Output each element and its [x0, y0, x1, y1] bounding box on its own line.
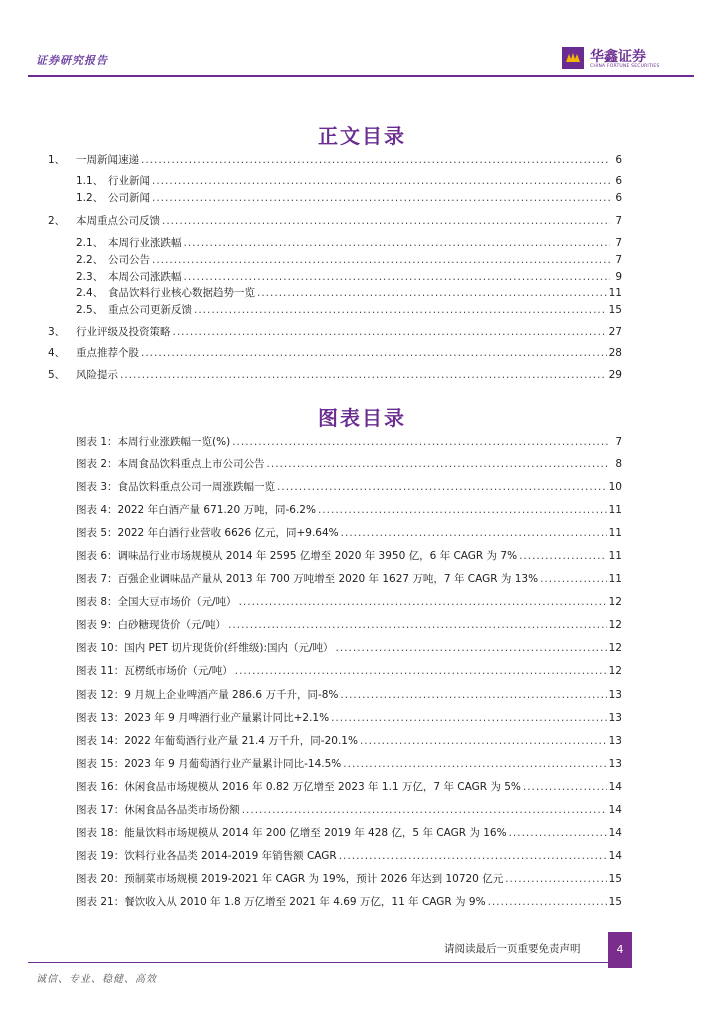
- toc-item-label: 食品饮料行业核心数据趋势一览: [108, 287, 255, 299]
- figure-item-page: 14: [608, 827, 622, 839]
- figure-item-leader: [336, 641, 607, 655]
- figure-item-leader: [505, 872, 606, 886]
- figure-item[interactable]: [76, 688, 622, 702]
- figure-item-page: 12: [608, 642, 622, 654]
- figure-item-label: 图表 13：2023 年 9 月啤酒行业产量累计同比+2.1%: [76, 712, 330, 724]
- toc-item-page: 15: [608, 304, 622, 316]
- toc-item-page: 7: [615, 215, 622, 227]
- figure-item[interactable]: [76, 641, 622, 655]
- toc-item-label: 本周公司涨跌幅: [108, 271, 182, 283]
- figure-item-page: 8: [615, 458, 622, 470]
- toc-item-page: 6: [615, 154, 622, 166]
- footer-divider: [28, 962, 608, 963]
- figure-item[interactable]: [76, 435, 622, 449]
- figure-item-leader: [340, 688, 606, 702]
- logo-mark-icon: [562, 47, 584, 69]
- figure-item[interactable]: [76, 572, 622, 586]
- figure-item-page: 15: [608, 896, 622, 908]
- figure-item-leader: [331, 711, 607, 725]
- figure-item-page: 12: [608, 596, 622, 608]
- toc-item-leader: [141, 153, 610, 167]
- figure-item[interactable]: [76, 803, 622, 817]
- figure-item[interactable]: [76, 872, 622, 886]
- toc-item-leader: [194, 303, 607, 317]
- figure-item-page: 15: [608, 873, 622, 885]
- toc-item[interactable]: [48, 368, 622, 382]
- toc-item-label: 公司新闻: [108, 192, 150, 204]
- figure-item-label: 图表 4：2022 年白酒产量 671.20 万吨，同-6.2%: [76, 504, 316, 516]
- figure-item[interactable]: [76, 849, 622, 863]
- figure-item-label: 图表 17：休闲食品各品类市场份额: [76, 804, 240, 816]
- toc-item-label: 本周行业涨跌幅: [108, 237, 182, 249]
- toc-item-number: 5、: [48, 369, 66, 381]
- figure-item-label: 图表 2：本周食品饮料重点上市公司公告: [76, 458, 265, 470]
- toc-item[interactable]: [76, 303, 622, 317]
- header-divider: [28, 75, 694, 77]
- figure-item-page: 11: [608, 573, 622, 585]
- toc-item[interactable]: [76, 191, 622, 205]
- figure-item-leader: [232, 435, 610, 449]
- figure-item-page: 13: [608, 735, 622, 747]
- figure-item-label: 图表 5：2022 年白酒行业营收 6626 亿元，同+9.64%: [76, 527, 339, 539]
- logo-subtext: CHINA FORTUNE SECURITIES: [590, 64, 660, 69]
- figure-item-page: 11: [608, 504, 622, 516]
- figure-item-page: 12: [608, 665, 622, 677]
- figure-item-label: 图表 8：全国大豆市场价（元/吨）: [76, 596, 237, 608]
- figure-item-leader: [267, 457, 610, 471]
- toc-item-number: 4、: [48, 347, 66, 359]
- figure-item-leader: [277, 480, 607, 494]
- figure-item-leader: [509, 826, 607, 840]
- toc-item-label: 行业评级及投资策略: [76, 326, 171, 338]
- toc-item[interactable]: [76, 286, 622, 300]
- toc-item-page: 27: [608, 326, 622, 338]
- toc-item-leader: [120, 368, 607, 382]
- report-type-label: 证券研究报告: [36, 54, 108, 67]
- figures-title: 图表目录: [318, 406, 406, 430]
- figure-item-leader: [523, 780, 607, 794]
- figure-item-leader: [339, 849, 607, 863]
- toc-item-label: 重点公司更新反馈: [108, 304, 192, 316]
- figure-item-leader: [540, 572, 607, 586]
- figure-item-label: 图表 15：2023 年 9 月葡萄酒行业产量累计同比-14.5%: [76, 758, 342, 770]
- toc-item-label: 本周重点公司反馈: [76, 215, 160, 227]
- page-number: 4: [608, 932, 632, 968]
- toc-item-leader: [162, 214, 610, 228]
- footer-notice-box: [444, 935, 604, 965]
- figure-item-leader: [318, 503, 607, 517]
- figure-item-label: 图表 6：调味品行业市场规模从 2014 年 2595 亿增至 2020 年 3950 亿，6 年 CAGR 为 7%: [76, 550, 518, 562]
- figure-item[interactable]: [76, 780, 622, 794]
- figure-item-page: 14: [608, 804, 622, 816]
- toc-item-page: 9: [615, 271, 622, 283]
- toc-item[interactable]: [76, 174, 622, 188]
- toc-item-leader: [141, 346, 607, 360]
- figure-item-label: 图表 10：国内 PET 切片现货价(纤维级):国内（元/吨）: [76, 642, 334, 654]
- footer-slogan: 诚信、专业、稳健、高效: [36, 974, 157, 985]
- figure-item-label: 图表 9：白砂糖现货价（元/吨）: [76, 619, 227, 631]
- toc-item-leader: [173, 325, 607, 339]
- toc-item-leader: [152, 174, 610, 188]
- figure-item-label: 图表 3：食品饮料重点公司一周涨跌幅一览: [76, 481, 276, 493]
- figure-item[interactable]: [76, 895, 622, 909]
- toc-item[interactable]: [48, 346, 622, 360]
- figure-item-leader: [343, 757, 606, 771]
- figure-item-label: 图表 21：餐饮收入从 2010 年 1.8 万亿增至 2021 年 4.69 万亿，11 年 CAGR 为 9%: [76, 896, 486, 908]
- figure-item-label: 图表 7：百强企业调味品产量从 2013 年 700 万吨增至 2020 年 1627 万吨，7 年 CAGR 为 13%: [76, 573, 539, 585]
- figure-item-label: 图表 20：预制菜市场规模 2019-2021 年 CAGR 为 19%，预计 2026 年达到 10720 亿元: [76, 873, 504, 885]
- figure-item-leader: [235, 664, 607, 678]
- figure-item[interactable]: [76, 549, 622, 563]
- figure-item-label: 图表 14：2022 年葡萄酒行业产量 21.4 万千升，同-20.1%: [76, 735, 358, 747]
- figure-item-label: 图表 19：饮料行业各品类 2014-2019 年销售额 CAGR: [76, 850, 337, 862]
- toc-item-number: 3、: [48, 326, 66, 338]
- toc-item-number: 2.2、: [76, 254, 104, 266]
- figure-item-leader: [488, 895, 607, 909]
- figure-item-page: 10: [608, 481, 622, 493]
- toc-item-label: 重点推荐个股: [76, 347, 139, 359]
- toc-item[interactable]: [76, 236, 622, 250]
- toc-item-page: 28: [608, 347, 622, 359]
- toc-item[interactable]: [48, 325, 622, 339]
- company-logo: [562, 44, 692, 74]
- toc-item-leader: [152, 191, 610, 205]
- figure-item-label: 图表 16：休闲食品市场规模从 2016 年 0.82 万亿增至 2023 年 1.1 万亿，7 年 CAGR 为 5%: [76, 781, 521, 793]
- toc-item-page: 7: [615, 254, 622, 266]
- figure-item-label: 图表 12：9 月规上企业啤酒产量 286.6 万千升，同-8%: [76, 689, 339, 701]
- disclaimer-notice[interactable]: 请阅读最后一页重要免责声明: [444, 943, 581, 955]
- toc-item-number: 1、: [48, 154, 66, 166]
- figure-item[interactable]: [76, 734, 622, 748]
- figure-item-leader: [242, 803, 607, 817]
- toc-item[interactable]: [48, 214, 622, 228]
- toc-item-label: 公司公告: [108, 254, 150, 266]
- figure-item[interactable]: [76, 503, 622, 517]
- figure-item[interactable]: [76, 664, 622, 678]
- figure-item-page: 12: [608, 619, 622, 631]
- figure-item-page: 11: [608, 550, 622, 562]
- toc-item-leader: [257, 286, 607, 300]
- toc-item-page: 6: [615, 192, 622, 204]
- toc-title: 正文目录: [318, 124, 406, 148]
- figure-item-leader: [341, 526, 607, 540]
- figure-item-leader: [360, 734, 607, 748]
- figure-item-label: 图表 18：能量饮料市场规模从 2014 年 200 亿增至 2019 年 428 亿，5 年 CAGR 为 16%: [76, 827, 507, 839]
- toc-item-label: 风险提示: [76, 369, 118, 381]
- figure-item[interactable]: [76, 757, 622, 771]
- toc-item-number: 1.2、: [76, 192, 104, 204]
- figure-item[interactable]: [76, 480, 622, 494]
- toc-item[interactable]: [76, 253, 622, 267]
- figure-item[interactable]: [76, 457, 622, 471]
- figure-item[interactable]: [76, 826, 622, 840]
- toc-item-number: 2.4、: [76, 287, 104, 299]
- figure-item[interactable]: [76, 711, 622, 725]
- logo-text: 华鑫证券: [590, 49, 646, 65]
- toc-item-page: 7: [615, 237, 622, 249]
- figure-item-leader: [519, 549, 607, 563]
- toc-item-number: 2.5、: [76, 304, 104, 316]
- figure-item-page: 11: [608, 527, 622, 539]
- toc-item-number: 2.3、: [76, 271, 104, 283]
- toc-item-leader: [184, 270, 611, 284]
- figure-item[interactable]: [76, 618, 622, 632]
- toc-item-number: 2.1、: [76, 237, 104, 249]
- toc-item[interactable]: [76, 270, 622, 284]
- toc-item-page: 11: [608, 287, 622, 299]
- page-header: [0, 0, 724, 78]
- figure-item[interactable]: [76, 526, 622, 540]
- toc-item-number: 2、: [48, 215, 66, 227]
- figure-item-page: 13: [608, 689, 622, 701]
- figure-item-page: 7: [615, 436, 622, 448]
- toc-item-page: 6: [615, 175, 622, 187]
- figure-item-leader: [228, 618, 607, 632]
- figure-item-label: 图表 1：本周行业涨跌幅一览(%): [76, 436, 231, 448]
- figure-item-page: 14: [608, 781, 622, 793]
- figure-item[interactable]: [76, 595, 622, 609]
- toc-item-number: 1.1、: [76, 175, 104, 187]
- figure-item-label: 图表 11：瓦楞纸市场价（元/吨）: [76, 665, 233, 677]
- toc-item-page: 29: [608, 369, 622, 381]
- toc-item-leader: [184, 236, 611, 250]
- toc-item-leader: [152, 253, 610, 267]
- toc-item[interactable]: [48, 153, 622, 167]
- figure-item-page: 13: [608, 758, 622, 770]
- toc-item-label: 行业新闻: [108, 175, 150, 187]
- figure-item-page: 13: [608, 712, 622, 724]
- figure-item-leader: [239, 595, 607, 609]
- figure-item-page: 14: [608, 850, 622, 862]
- toc-item-label: 一周新闻速递: [76, 154, 139, 166]
